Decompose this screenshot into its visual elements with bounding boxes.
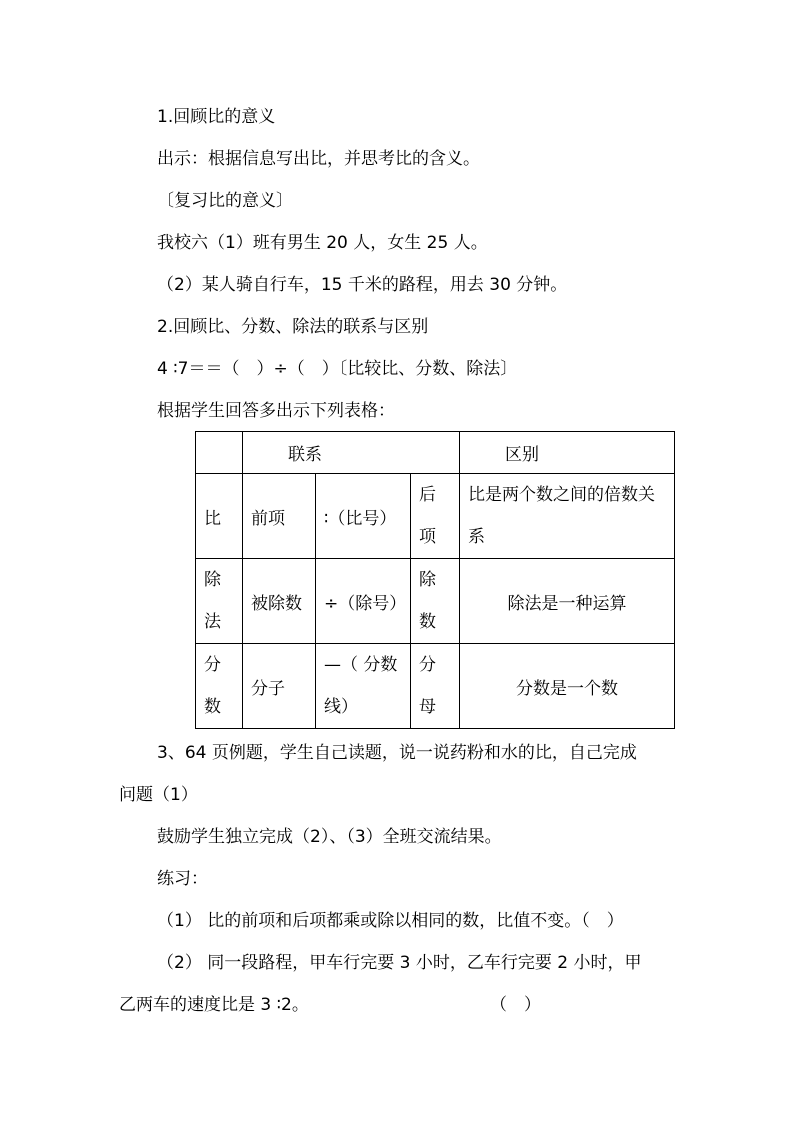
text-line: 根据学生回答多出示下列表格：	[157, 401, 395, 421]
table-cell: 分 数	[196, 644, 243, 729]
table-cell: 除 法	[196, 559, 243, 644]
table-cell: 比是两个数之间的倍数关系	[460, 474, 675, 559]
text-line: 问题（1）	[119, 785, 198, 805]
table-cell: ∶（比号）	[316, 474, 411, 559]
table-row	[196, 644, 675, 729]
header-cell-lianxi: 联系	[243, 432, 460, 474]
table-cell: 比	[196, 474, 243, 559]
text-line: 出示：根据信息写出比，并思考比的含义。	[157, 149, 480, 169]
answer-bracket: （ ）	[490, 995, 541, 1015]
text-line: 2.回顾比、分数、除法的联系与区别	[157, 317, 429, 337]
text-line: 鼓励学生独立完成（2）、（3）全班交流结果。	[157, 827, 502, 847]
table-cell	[196, 432, 243, 474]
table-cell: 分数是一个数	[460, 644, 675, 729]
comparison-table	[195, 431, 675, 729]
table-cell: 前项	[243, 474, 316, 559]
text-line: 乙两车的速度比是 3 ∶2。	[119, 995, 309, 1015]
text-line: 3、64 页例题，学生自己读题，说一说药粉和水的比，自己完成	[157, 743, 637, 763]
table-cell: 除 数	[411, 559, 460, 644]
text-line: （2） 同一段路程，甲车行完要 3 小时，乙车行完要 2 小时，甲	[157, 953, 642, 973]
text-line: （2）某人骑自行车，15 千米的路程，用去 30 分钟。	[157, 275, 568, 295]
table-cell: 被除数	[243, 559, 316, 644]
table-cell: 后 项	[411, 474, 460, 559]
text-line: 〔复习比的意义〕	[157, 191, 293, 211]
table-cell: —（ 分数线）	[316, 644, 411, 729]
table-cell: 除法是一种运算	[460, 559, 675, 644]
table-cell: 分 母	[411, 644, 460, 729]
table-row	[196, 474, 675, 559]
text-line: 练习：	[157, 869, 208, 889]
text-line: 1.回顾比的意义	[157, 107, 276, 127]
text-line: 我校六（1）班有男生 20 人，女生 25 人。	[157, 233, 488, 253]
text-line: 4 ∶7＝＝（ ）÷（ ）〔比较比、分数、除法〕	[157, 359, 518, 379]
table-cell: ÷（除号）	[316, 559, 411, 644]
table-cell: 分子	[243, 644, 316, 729]
table-row	[196, 559, 675, 644]
header-cell-qubie: 区别	[460, 432, 675, 474]
table-header-row	[196, 432, 675, 474]
text-line: （1） 比的前项和后项都乘或除以相同的数，比值不变。（ ）	[157, 911, 624, 931]
